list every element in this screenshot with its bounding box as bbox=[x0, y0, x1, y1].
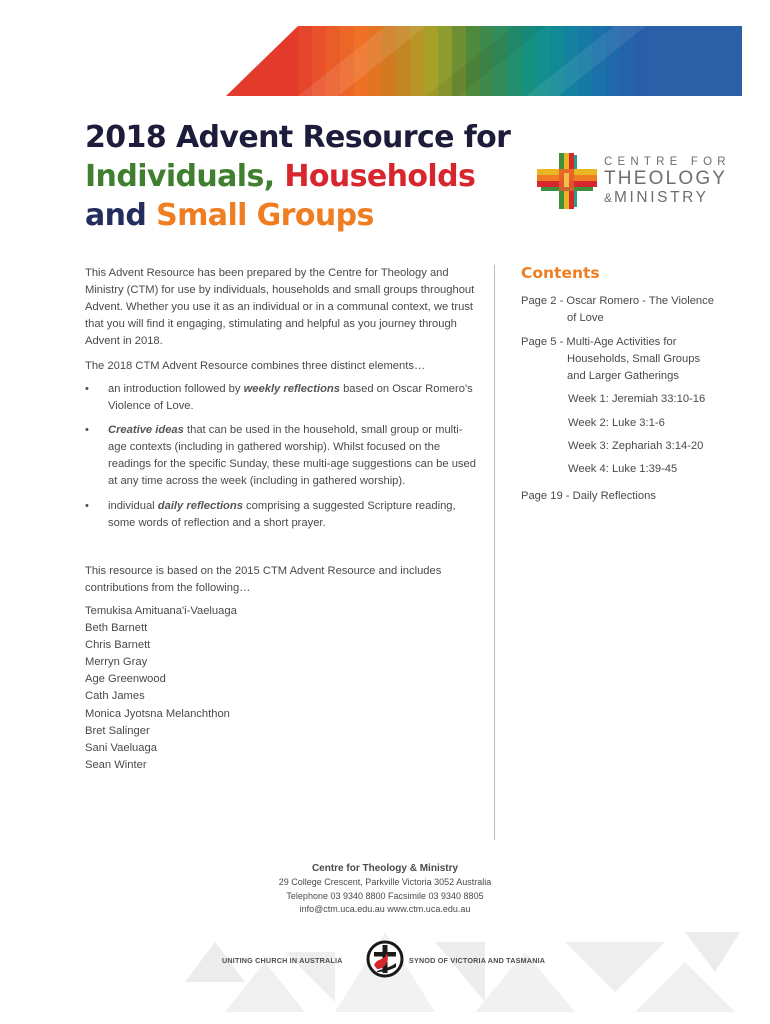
footer-phone: Telephone 03 9340 8800 Facsimile 03 9340 8805 bbox=[286, 890, 484, 901]
toc-entry-continuation: Households, Small Groups bbox=[567, 353, 701, 365]
bullet-item bbox=[85, 498, 480, 532]
bullet-highlight: daily reflections bbox=[157, 500, 243, 512]
bullet-dot: • bbox=[85, 424, 89, 436]
contributor-name: Cath James bbox=[85, 690, 145, 703]
toc-entry-continuation: of Love bbox=[567, 312, 604, 324]
bullet-item bbox=[85, 381, 480, 415]
title-households: Households bbox=[284, 159, 476, 194]
decorative-color-banner bbox=[226, 26, 742, 98]
toc-week-1: Week 1: Jeremiah 33:10-16 bbox=[568, 393, 706, 405]
contributor-name: Sean Winter bbox=[85, 758, 147, 771]
bullet-text-before: individual bbox=[108, 500, 158, 512]
bullet-highlight: weekly reflections bbox=[243, 383, 340, 395]
title-and: and bbox=[85, 198, 147, 233]
logo-theology: THEOLOGY bbox=[604, 168, 728, 189]
toc-entry-page-19: Page 19 - Daily Reflections bbox=[521, 490, 656, 502]
synod-name: SYNOD OF VICTORIA AND TASMANIA bbox=[409, 956, 546, 965]
ctm-logo-wordmark bbox=[604, 155, 731, 207]
contributor-name: Chris Barnett bbox=[85, 639, 151, 652]
toc-week-4: Week 4: Luke 1:39-45 bbox=[568, 463, 678, 475]
contributor-name: Beth Barnett bbox=[85, 622, 148, 635]
contributor-name: Monica Jyotsna Melanchthon bbox=[85, 707, 230, 720]
logo-ministry-line bbox=[604, 189, 731, 207]
footer-address: 29 College Crescent, Parkville Victoria 3052 Australia bbox=[278, 877, 492, 887]
column-divider bbox=[494, 265, 495, 840]
contributor-name: Bret Salinger bbox=[85, 724, 150, 737]
toc-entry-text: Page 2 - Oscar Romero - The Violence bbox=[521, 295, 714, 307]
logo-ampersand: & bbox=[604, 191, 613, 205]
based-on-paragraph: This resource is based on the 2015 CTM Advent Resource and includes contributions from the following… bbox=[85, 565, 442, 594]
ctm-cross-logo bbox=[537, 153, 597, 209]
contributor-name: Temukisa Amituana'i-Vaeluaga bbox=[85, 605, 237, 617]
title-small-groups: Small Groups bbox=[156, 198, 374, 233]
contents-heading: Contents bbox=[521, 264, 600, 282]
bullet-text-after: that can be used in the household, small group or multi-age contexts (including in gathered worship). Whilst focused on the readings for the specific Sunday, these multi-age suggestions can be used at any time across the week (including in gathered worship). bbox=[108, 424, 476, 487]
uniting-church-emblem bbox=[365, 939, 405, 979]
toc-week-3: Week 3: Zephariah 3:14-20 bbox=[568, 440, 704, 452]
contributor-name: Age Greenwood bbox=[85, 673, 166, 686]
bullet-highlight: Creative ideas bbox=[108, 424, 184, 436]
contributors-list bbox=[85, 603, 335, 774]
bullet-dot: • bbox=[85, 500, 89, 512]
toc-entry-page-5 bbox=[521, 334, 731, 385]
uca-name: UNITING CHURCH IN AUSTRALIA bbox=[222, 956, 343, 965]
bullet-item bbox=[85, 422, 480, 490]
footer-decorative-shapes bbox=[185, 922, 745, 1018]
toc-entry-text: Page 5 - Multi-Age Activities for bbox=[521, 336, 677, 348]
intro-paragraph: This Advent Resource has been prepared by the Centre for Theology and Ministry (CTM) for use by individuals, households and small groups throughout Advent. Whether you use it as an individual or in a communal context, we trust that you will find it engaging, stimulating and helpful as you journey through Advent in 2018. bbox=[85, 267, 475, 347]
bullet-text-before: an introduction followed by bbox=[108, 383, 244, 395]
footer-org-name: Centre for Theology & Ministry bbox=[311, 863, 459, 874]
title-individuals: Individuals, bbox=[85, 159, 275, 194]
bullet-text-after: based on Oscar Romero's Violence of Love. bbox=[108, 383, 473, 412]
footer-web: info@ctm.uca.edu.au www.ctm.uca.edu.au bbox=[299, 904, 471, 914]
logo-centre-for: CENTRE FOR bbox=[604, 156, 731, 168]
contributor-name: Merryn Gray bbox=[85, 656, 148, 669]
toc-entry-page-2 bbox=[521, 293, 731, 327]
toc-entry-continuation: and Larger Gatherings bbox=[567, 370, 679, 382]
contributor-name: Sani Vaeluaga bbox=[85, 741, 157, 754]
document-title bbox=[85, 118, 525, 235]
footer-contact bbox=[235, 862, 535, 917]
combines-paragraph: The 2018 CTM Advent Resource combines three distinct elements… bbox=[85, 360, 426, 372]
toc-week-2: Week 2: Luke 3:1-6 bbox=[568, 417, 665, 429]
title-line-1: 2018 Advent Resource for bbox=[85, 120, 511, 155]
logo-ministry: MINISTRY bbox=[614, 189, 709, 206]
bullet-text-after: comprising a suggested Scripture reading, some words of reflection and a short prayer. bbox=[108, 500, 456, 529]
bullet-dot: • bbox=[85, 383, 89, 395]
